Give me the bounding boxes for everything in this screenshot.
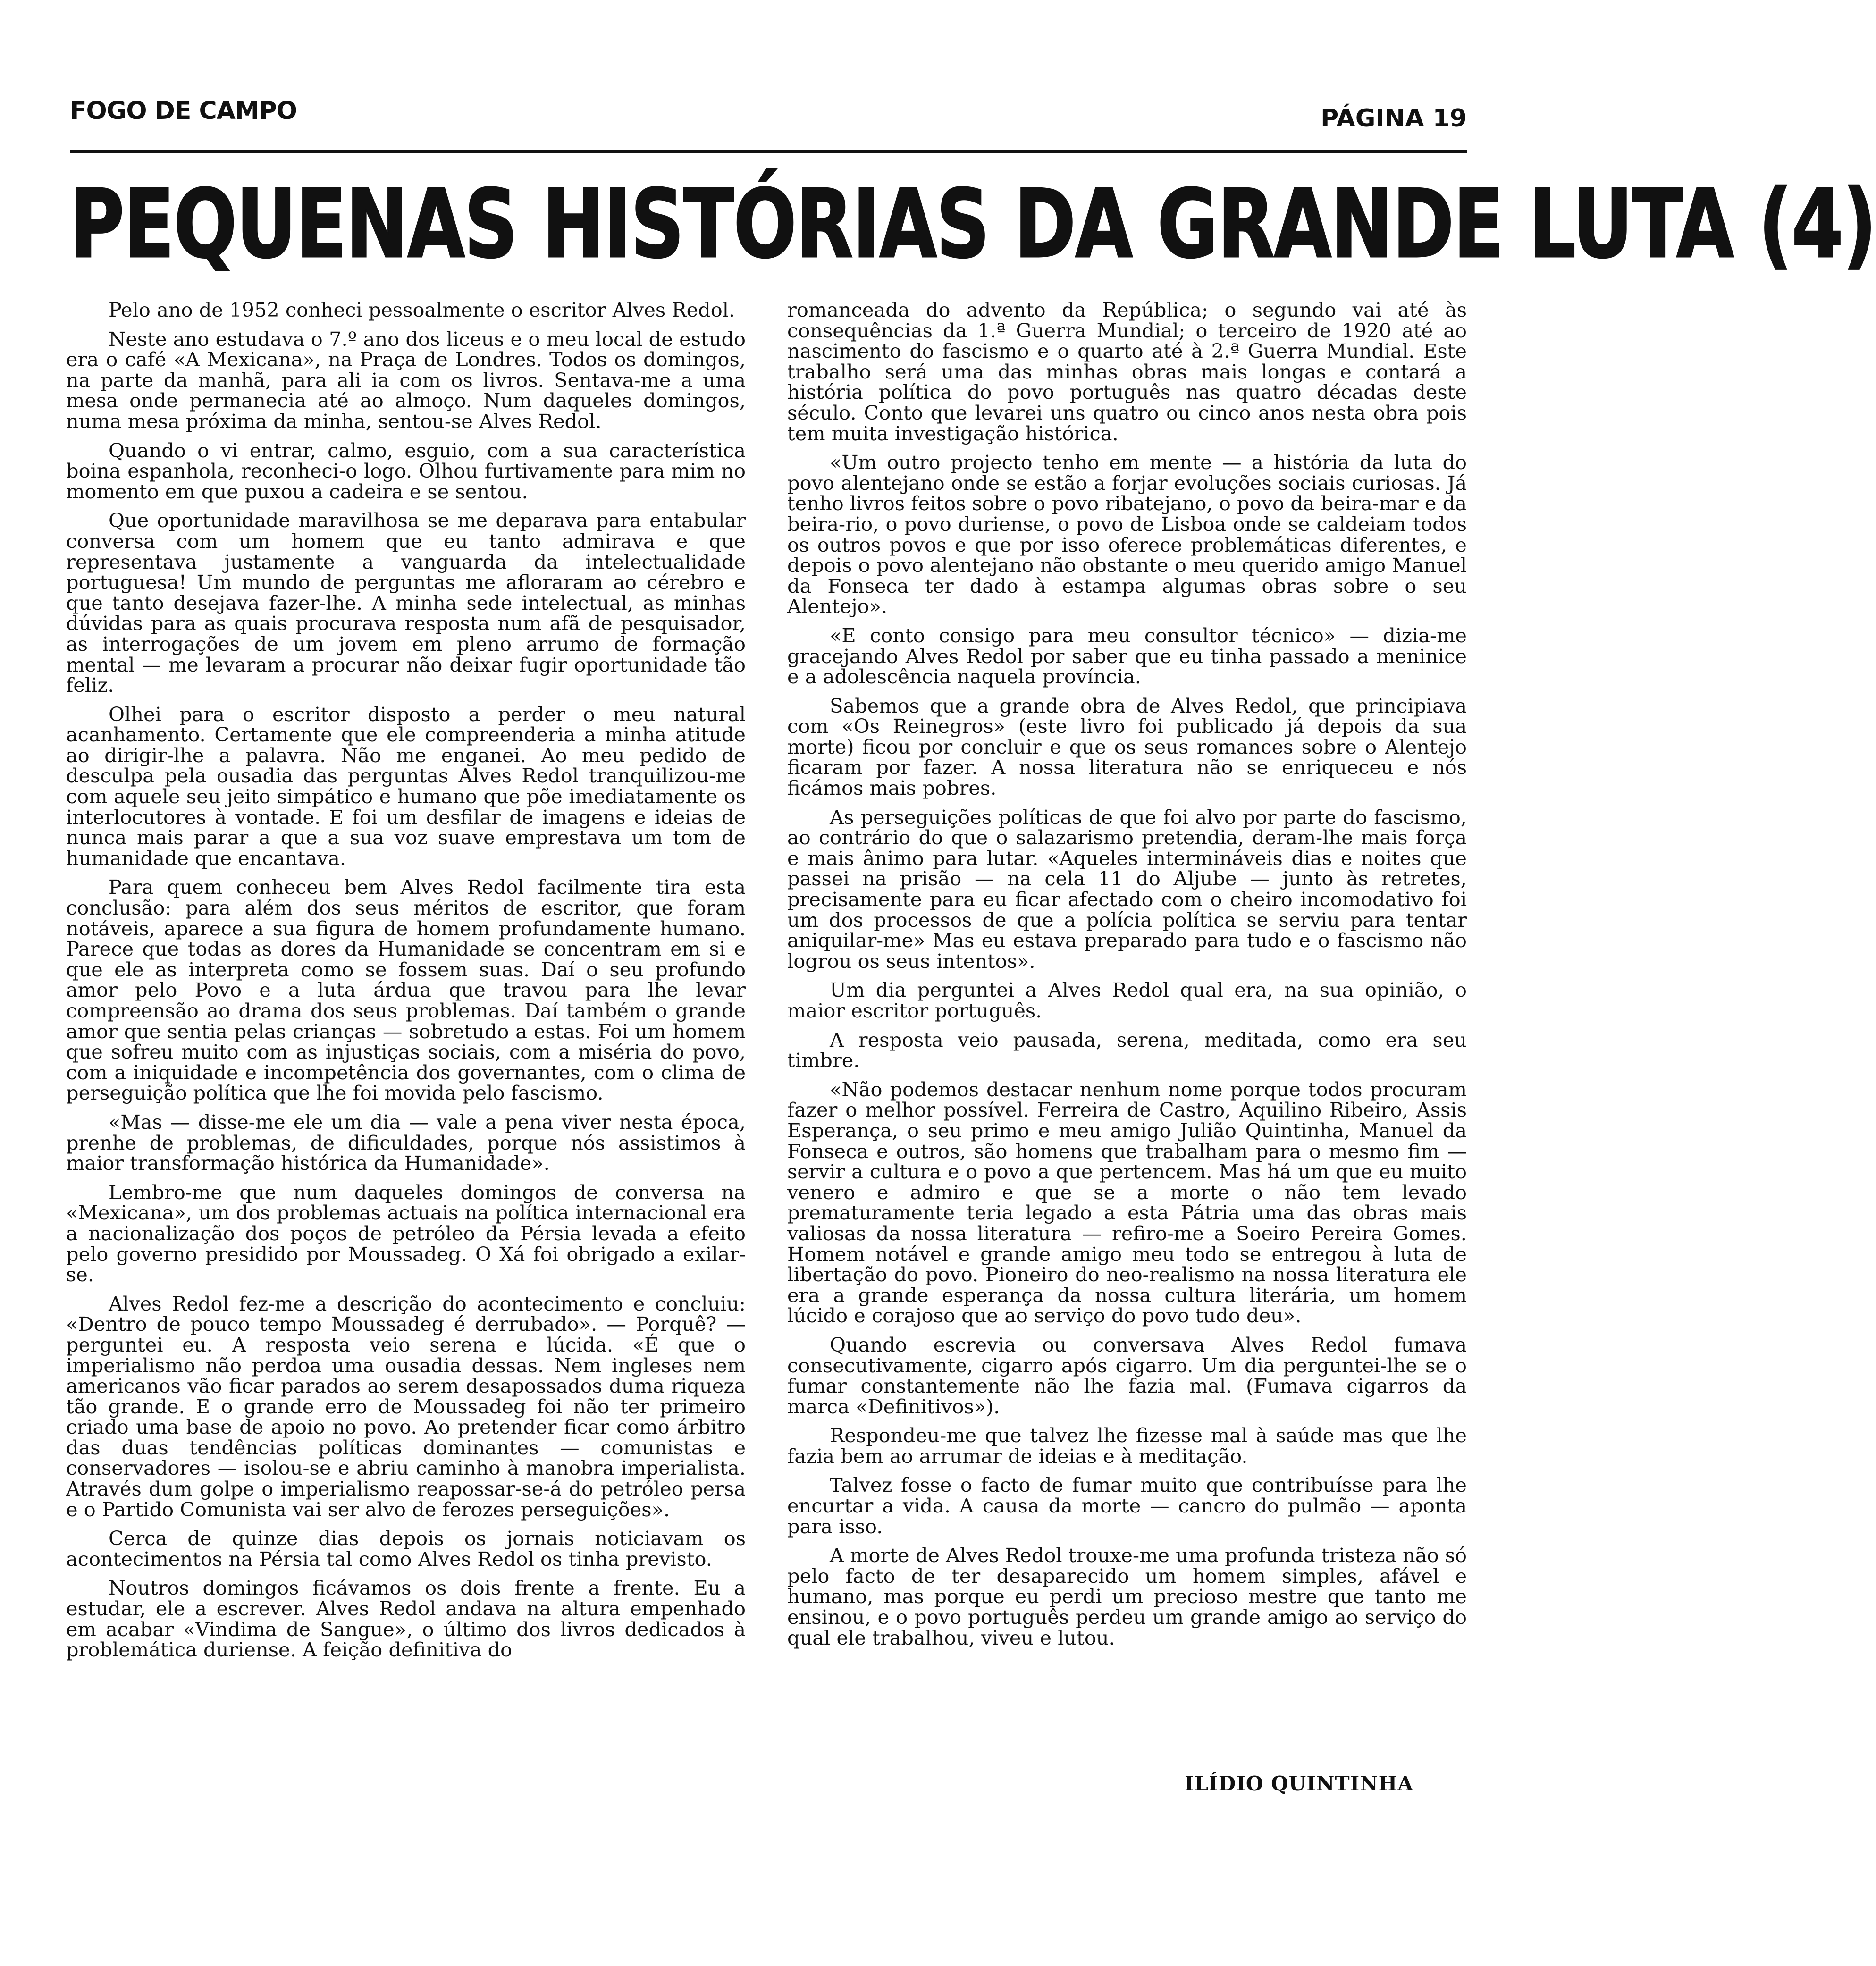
paragraph: Noutros domingos ficávamos os dois frente a frente. Eu a estudar, ele a escrever. Alves Redol andava na altura empenhado em acabar «Vindima de Sangue», o último dos livros dedicados à problemática duriense. A feição definitiva do bbox=[66, 1576, 746, 1662]
publication-name: FOGO DE CAMPO bbox=[70, 97, 297, 125]
paragraph: A resposta veio pausada, serena, meditada, como era seu timbre. bbox=[787, 1028, 1467, 1072]
article-headline: PEQUENAS HISTÓRIAS DA GRANDE LUTA (4) bbox=[70, 169, 1876, 279]
paragraph: Olhei para o escritor disposto a perder o meu natural acanhamento. Certamente que ele compreenderia a minha atitude ao dirigir-lhe a palavra. Não me enganei. Ao meu pedido de desculpa pela ousadia das perguntas Alves Redol tranquilizou-me com aquele seu jeito simpático e humano que põe imediatamente os interlocutores à vontade. E foi um desfilar de imagens e ideias de nunca mais parar a que a sua voz suave emprestava um tom de humanidade que encantava. bbox=[66, 702, 746, 870]
paragraph: Respondeu-me que talvez lhe fizesse mal à saúde mas que lhe fazia bem ao arrumar de ideias e à meditação. bbox=[787, 1424, 1467, 1468]
paragraph: Para quem conheceu bem Alves Redol facilmente tira esta conclusão: para além dos seus méritos de escritor, que foram notáveis, aparece a sua figura de homem profundamente humano. Parece que todas as dores da Humanidade se concentram em si e que ele as interpreta como se fossem suas. Daí o seu profundo amor pelo Povo e a luta árdua que travou para lhe levar compreensão ao drama dos seus problemas. Daí também o grande amor que sentia pelas crianças — sobretudo a estas. Foi um homem que sofreu muito com as injustiças sociais, com a miséria do povo, com a iniquidade e incompetência dos governantes, com o clima de perseguição política que lhe foi movida pelo fascismo. bbox=[66, 875, 746, 1105]
header-rule bbox=[70, 150, 1467, 153]
paragraph: Alves Redol fez-me a descrição do acontecimento e concluiu: «Dentro de pouco tempo Moussadeg é derrubado». — Porquê? — perguntei eu. A resposta veio serena e lúcida. «É que o imperialismo não perdoa uma ousadia dessas. Nem ingleses nem americanos vão ficar parados ao serem desapossados duma riqueza tão grande. E o grande erro de Moussadeg foi não ter primeiro criado uma base de apoio no povo. Ao pretender ficar como árbitro das duas tendências políticas dominantes — comunistas e conservadores — isolou-se e abriu caminho à manobra imperialista. Através dum golpe o imperialismo reapossar-se-á do petróleo persa e o Partido Comunista vai ser alvo de ferozes perseguições». bbox=[66, 1292, 746, 1521]
paragraph: A morte de Alves Redol trouxe-me uma profunda tristeza não só pelo facto de ter desaparecido um homem simples, afável e humano, mas porque eu perdi um precioso mestre que tanto me ensinou, e o povo português perdeu um grande amigo ao serviço do qual ele trabalhou, viveu e lutou. bbox=[787, 1544, 1467, 1649]
paragraph: Talvez fosse o facto de fumar muito que contribuísse para lhe encurtar a vida. A causa da morte — cancro do pulmão — aponta para isso. bbox=[787, 1473, 1467, 1538]
paragraph: «Mas — disse-me ele um dia — vale a pena viver nesta época, prenhe de problemas, de dificuldades, porque nós assistimos à maior transformação histórica da Humanidade». bbox=[66, 1110, 746, 1175]
paragraph: romanceada do advento da República; o segundo vai até às consequências da 1.ª Guerra Mundial; o terceiro de 1920 até ao nascimento do fascismo e o quarto até à 2.ª Guerra Mundial. Este trabalho será uma das minhas obras mais longas e contará a história política do povo português nas quatro décadas deste século. Conto que levarei uns quatro ou cinco anos nesta obra pois tem muita investigação histórica. bbox=[787, 298, 1467, 445]
paragraph: «E conto consigo para meu consultor técnico» — dizia-me gracejando Alves Redol por saber que eu tinha passado a meninice e a adolescência naquela província. bbox=[787, 623, 1467, 689]
paragraph: Neste ano estudava o 7.º ano dos liceus e o meu local de estudo era o café «A Mexicana», na Praça de Londres. Todos os domingos, na parte da manhã, para ali ia com os livros. Sentava-me a uma mesa onde permanecia até ao almoço. Num daqueles domingos, numa mesa próxima da minha, sentou-se Alves Redol. bbox=[66, 327, 746, 433]
page-number: PÁGINA 19 bbox=[1321, 104, 1467, 133]
article-column-right bbox=[787, 300, 1467, 1763]
paragraph: Cerca de quinze dias depois os jornais noticiavam os acontecimentos na Pérsia tal como Alves Redol os tinha previsto. bbox=[66, 1527, 746, 1571]
paragraph: As perseguições políticas de que foi alvo por parte do fascismo, ao contrário do que o salazarismo pretendia, deram-lhe mais força e mais ânimo para lutar. «Aqueles intermináveis dias e noites que passei na prisão — na cela 11 do Aljube — junto às retretes, precisamente para eu ficar afectado com o cheiro incomodativo foi um dos processos de que a polícia política se serviu para tentar aniquilar-me» Mas eu estava preparado para tudo e o fascismo não logrou os seus intentos». bbox=[787, 805, 1467, 973]
running-header bbox=[70, 97, 1467, 134]
paragraph: «Um outro projecto tenho em mente — a história da luta do povo alentejano onde se estão a forjar evoluções sociais curiosas. Já tenho livros feitos sobre o povo ribatejano, o povo da beira-mar e da beira-rio, o povo duriense, o povo de Lisboa onde se caldeiam todos os outros povos e que por isso oferece problemáticas diferentes, e depois o povo alentejano não obstante o meu querido amigo Manuel da Fonseca ter dado à estampa algumas obras sobre o seu Alentejo». bbox=[787, 451, 1467, 618]
article-column-left bbox=[66, 300, 746, 1874]
paragraph: Quando escrevia ou conversava Alves Redol fumava consecutivamente, cigarro após cigarro. Um dia perguntei-lhe se o fumar constantemente não lhe fazia mal. (Fumava cigarros da marca «Definitivos»). bbox=[787, 1333, 1467, 1418]
paragraph: Sabemos que a grande obra de Alves Redol, que principiava com «Os Reinegros» (este livro foi publicado já depois da sua morte) ficou por concluir e que os seus romances sobre o Alentejo ficaram por fazer. A nossa literatura não se enriqueceu e nós ficámos mais pobres. bbox=[787, 694, 1467, 800]
paragraph: «Não podemos destacar nenhum nome porque todos procuram fazer o melhor possível. Ferreira de Castro, Aquilino Ribeiro, Assis Esperança, o seu primo e meu amigo Julião Quintinha, Manuel da Fonseca e outros, são homens que trabalham para o mesmo fim — servir a cultura e o povo a que pertencem. Mas há um que eu muito venero e admiro e que se a morte o não tem levado prematuramente teria legado a esta Pátria uma das obras mais valiosas da nossa literatura — refiro-me a Soeiro Pereira Gomes. Homem notável e grande amigo meu todo se entregou à luta de libertação do povo. Pioneiro do neo-realismo na nossa literatura ele era a grande esperança da nossa cultura literária, um homem lúcido e corajoso que ao serviço do povo tudo deu». bbox=[787, 1077, 1467, 1327]
paragraph: Que oportunidade maravilhosa se me deparava para entabular conversa com um homem que eu tanto admirava e que representava justamente a vanguarda da intelectualidade portuguesa! Um mundo de perguntas me afloraram ao cérebro e que tanto desejava fazer-lhe. A minha sede intelectual, as minhas dúvidas para as quais procurava resposta num afã de pesquisador, as interrogações de um jovem em pleno arrumo de formação mental — me levaram a procurar não deixar fugir oportunidade tão feliz. bbox=[66, 509, 746, 697]
author-signature: ILÍDIO QUINTINHA bbox=[1185, 1772, 1413, 1795]
paragraph: Pelo ano de 1952 conheci pessoalmente o escritor Alves Redol. bbox=[109, 298, 735, 321]
paragraph: Lembro-me que num daqueles domingos de conversa na «Mexicana», um dos problemas actuais na política internacional era a nacionalização dos poços de petróleo da Pérsia levada a efeito pelo governo presidido por Moussadeg. O Xá foi obrigado a exilar-se. bbox=[66, 1180, 746, 1286]
paragraph: Quando o vi entrar, calmo, esguio, com a sua característica boina espanhola, reconheci-o logo. Olhou furtivamente para mim no momento em que puxou a cadeira e se sentou. bbox=[66, 438, 746, 503]
paragraph: Um dia perguntei a Alves Redol qual era, na sua opinião, o maior escritor português. bbox=[787, 978, 1467, 1022]
